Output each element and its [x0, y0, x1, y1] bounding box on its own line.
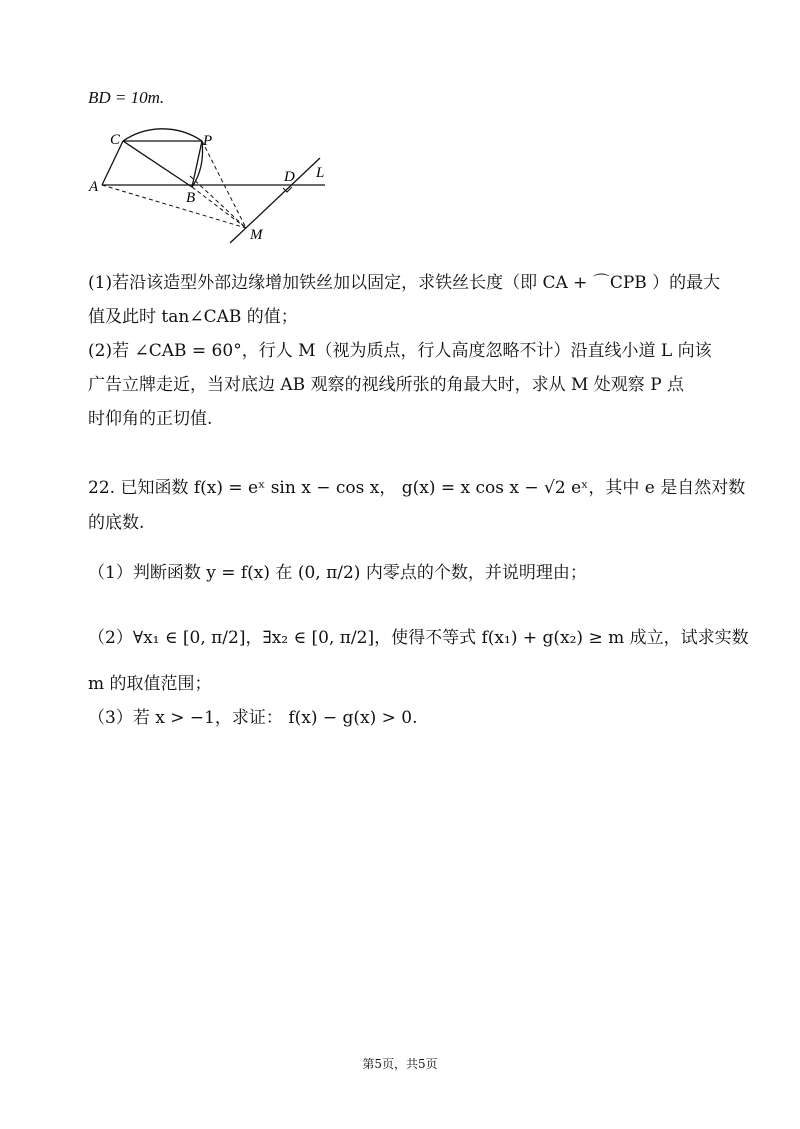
label-c: C: [110, 132, 121, 148]
q21-part2-line2: 广告立牌走近，当对底边 AB 观察的视线所张的角最大时，求从 M 处观察 P 点: [88, 375, 685, 395]
q21-part2-line1: (2)若 ∠CAB = 60°，行人 M（视为质点，行人高度忽略不计）沿直线小道 L 向该: [88, 341, 712, 361]
label-m: M: [250, 227, 263, 243]
line-l: [230, 158, 320, 243]
q22-stem-line2: 的底数.: [88, 513, 145, 533]
page-footer: 第5页，共5页: [362, 1057, 438, 1071]
sight-line-am: [102, 185, 246, 228]
segment-pb: [192, 141, 202, 187]
sight-line-bm: [192, 187, 246, 228]
segment-cb: [123, 141, 192, 187]
geometry-figure: [80, 110, 340, 250]
bd-length: BD = 10m.: [88, 88, 165, 107]
q22-part2-line1: （2）∀x₁ ∈ [0, π/2]，∃x₂ ∈ [0, π/2]，使得不等式 f(x₁) + g(x₂) ≥ m 成立，试求实数: [88, 628, 749, 648]
label-b: B: [186, 190, 196, 206]
label-a: A: [89, 179, 99, 195]
q21-part1-line1: (1)若沿该造型外部边缘增加铁丝加以固定，求铁丝长度（即 CA + ⌒CPB ）的最大: [88, 273, 721, 293]
q22-part3: （3）若 x > −1，求证： f(x) − g(x) > 0.: [88, 708, 418, 728]
label-p: P: [203, 133, 213, 149]
label-d: D: [284, 169, 295, 185]
semicircle-arc: [123, 129, 202, 141]
q21-part2-line3: 时仰角的正切值.: [88, 409, 213, 429]
q22-part2-line2: m 的取值范围；: [88, 674, 212, 694]
q22-stem-line1: 22. 已知函数 f(x) = eˣ sin x − cos x， g(x) = x cos x − √2 eˣ，其中 e 是自然对数: [88, 478, 746, 498]
q22-part1: （1）判断函数 y = f(x) 在 (0, π/2) 内零点的个数，并说明理由；: [88, 563, 587, 583]
sight-line-cm: [190, 176, 246, 228]
label-l: L: [316, 165, 325, 181]
q21-part1-line2: 值及此时 tan∠CAB 的值；: [88, 307, 298, 327]
